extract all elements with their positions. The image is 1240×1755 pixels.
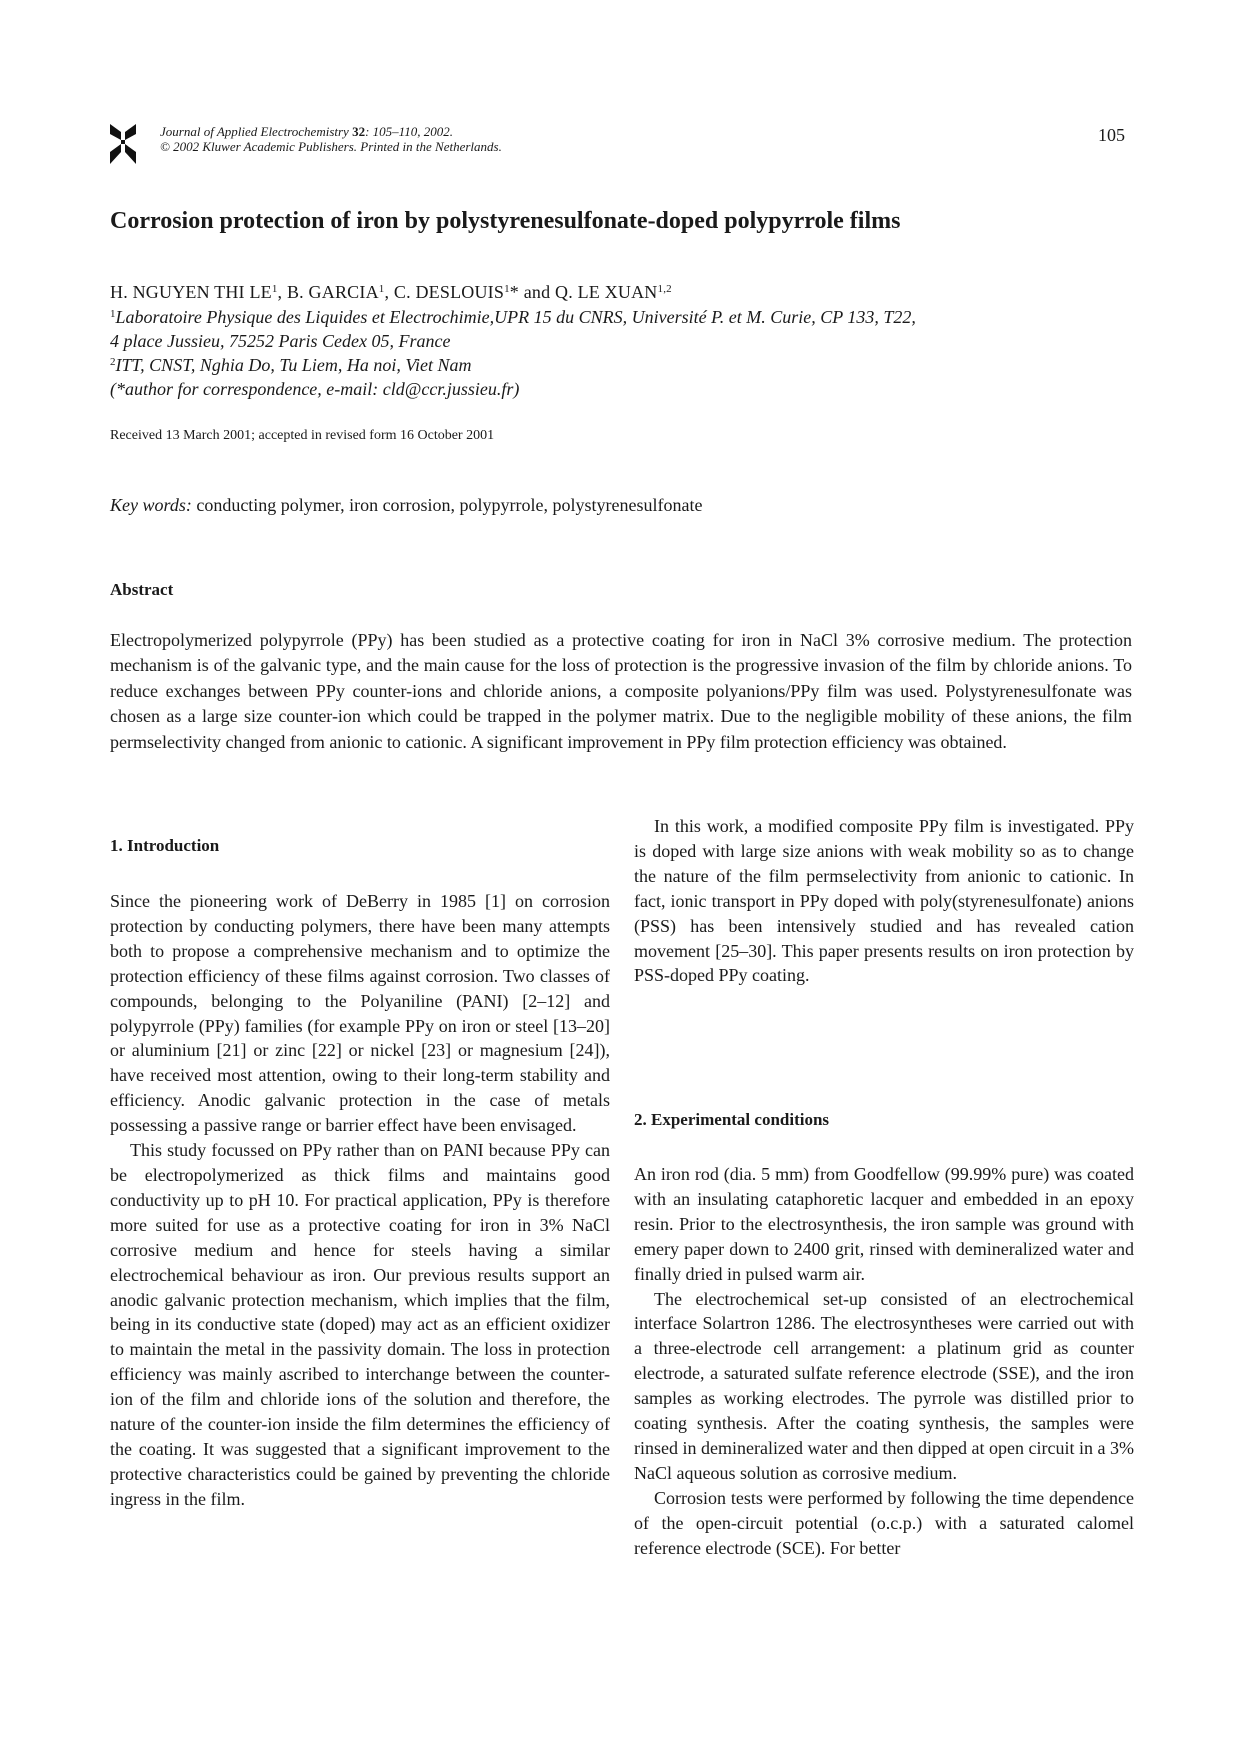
journal-pages: : 105–110, 2002.: [365, 124, 453, 139]
author: C. DESLOUIS: [393, 282, 505, 302]
affiliation-1: [110, 305, 1140, 329]
author-list: [110, 280, 672, 304]
affiliation-1-address: 4 place Jussieu, 75252 Paris Cedex 05, France: [110, 331, 451, 351]
abstract-text: Electropolymerized polypyrrole (PPy) has been studied as a protective coating for iron in NaCl 3% corrosive medium. The protection mechanism is of the galvanic type, and the main cause for the loss of protection is the progressive invasion of the film by chloride anions. To reduce exchanges between PPy counter-ions and chloride anions, a composite polyanions/PPy film was used. Polystyrenesulfonate was chosen as a large size counter-ion which could be trapped in the polymer matrix. Due to the negligible mobility of these anions, the film permselectivity changed from anionic to cationic. A significant improvement in PPy film protection efficiency was obtained.: [110, 630, 1132, 752]
affiliation-2: [110, 353, 1140, 377]
paragraph: Since the pioneering work of DeBerry in 1985 [1] on corrosion protection by conducting polymers, there have been many attempts both to propose a comprehensive mechanism and to optimize the protection efficiency of these films against corrosion. Two classes of compounds, belonging to the Polyaniline (PANI) [2–12] and polypyrrole (PPy) families (for example PPy on iron or steel [13–20] or aluminium [21] or zinc [22] or nickel [23] or magnesium [24]), have received most attention, owing to their long-term stability and efficiency. Anodic galvanic protection in the case of metals possessing a passive range or barrier effect have been envisaged.: [110, 891, 610, 1136]
section-heading-introduction: 1. Introduction: [110, 836, 220, 855]
paragraph: Corrosion tests were performed by following the time dependence of the open-circuit potential (o.c.p.) with a saturated calomel reference electrode (SCE). For better: [634, 1487, 1134, 1558]
keywords-text: conducting polymer, iron corrosion, polypyrrole, polystyrenesulfonate: [196, 495, 703, 515]
affiliation-mark: 1: [110, 308, 116, 320]
right-column-bottom: [634, 1162, 1134, 1561]
affiliation-text: Laboratoire Physique des Liquides et Electrochimie,UPR 15 du CNRS, Université P. et M. Curie, CP 133, T22,: [115, 307, 916, 327]
author: H. NGUYEN THI LE: [110, 282, 272, 302]
author-affiliation-mark: 1: [378, 283, 385, 295]
right-column-top: [634, 814, 1134, 988]
keywords-line: [110, 495, 703, 516]
affiliations: [110, 305, 1140, 401]
publisher-logo-icon: [108, 122, 138, 166]
paragraph: In this work, a modified composite PPy film is investigated. PPy is doped with large size anions with weak mobility so as to change the nature of the film permselectivity from anionic to cationic. In fact, ionic transport in PPy doped with poly(styrenesulfonate) anions (PSS) has been intensively studied and has revealed cation movement [25–30]. This paper presents results on iron protection by PSS-doped PPy coating.: [634, 816, 1134, 986]
paragraph: An iron rod (dia. 5 mm) from Goodfellow (99.99% pure) was coated with an insulating cataphoretic lacquer and embedded in an epoxy resin. Prior to the electrosynthesis, the iron sample was ground with emery paper down to 2400 grit, rinsed with demineralized water and finally dried in pulsed warm air.: [634, 1164, 1134, 1284]
keywords-label: Key words:: [110, 495, 192, 515]
paragraph: The electrochemical set-up consisted of an electrochemical interface Solartron 1286. The electrosyntheses were carried out with a three-electrode cell arrangement: a platinum grid as counter electrode, a saturated sulfate reference electrode (SSE), and the iron samples as working electrodes. The pyrrole was distilled prior to coating synthesis. After the coating synthesis, the samples were rinsed in demineralized water and then dipped at open circuit in a 3% NaCl aqueous solution as corrosive medium.: [634, 1288, 1134, 1483]
correspondence-note: (*author for correspondence, e-mail: cld@ccr.jussieu.fr): [110, 379, 520, 399]
affiliation-text: ITT, CNST, Nghia Do, Tu Liem, Ha noi, Viet Nam: [115, 355, 472, 375]
journal-volume: 32: [352, 124, 366, 139]
affiliation-mark: 2: [110, 356, 116, 368]
author-affiliation-mark: 1: [504, 283, 510, 295]
abstract-heading: Abstract: [110, 580, 174, 599]
author-affiliation-mark: 1: [271, 283, 278, 295]
paper-title: Corrosion protection of iron by polystyrenesulfonate-doped polypyrrole films: [110, 208, 901, 234]
journal-citation: [160, 124, 502, 154]
left-column: [110, 889, 610, 1512]
author-affiliation-mark: 1,2: [657, 283, 672, 295]
author-separator: * and: [509, 282, 555, 302]
paragraph: This study focussed on PPy rather than on PANI because PPy can be electropolymerized as thick films and maintains good conductivity up to pH 10. For practical application, PPy is therefore more suited for use as a protective coating for iron in 3% NaCl corrosive medium and hence for steels having a similar electrochemical behaviour as iron. Our previous results support an anodic galvanic protection mechanism, which implies that the film, being in its conductive state (doped) may act as an efficient oxidizer to maintain the metal in the passivity domain. The loss in protection efficiency was mainly ascribed to interchange between the counter-ion of the film and chloride ions of the solution and therefore, the nature of the counter-ion inside the film determines the efficiency of the coating. It was suggested that a significant improvement to the protective characteristics could be gained by preventing the chloride ingress in the film.: [110, 1140, 610, 1509]
author: Q. LE XUAN: [555, 282, 658, 302]
author: B. GARCIA: [286, 282, 379, 302]
section-heading-experimental: 2. Experimental conditions: [634, 1110, 830, 1129]
copyright-line: © 2002 Kluwer Academic Publishers. Printed in the Netherlands.: [160, 139, 502, 154]
received-dates: Received 13 March 2001; accepted in revised form 16 October 2001: [110, 428, 495, 443]
author-separator: ,: [384, 282, 394, 302]
page-number: 105: [1098, 125, 1125, 145]
author-separator: ,: [277, 282, 287, 302]
journal-name: Journal of Applied Electrochemistry: [160, 124, 349, 139]
